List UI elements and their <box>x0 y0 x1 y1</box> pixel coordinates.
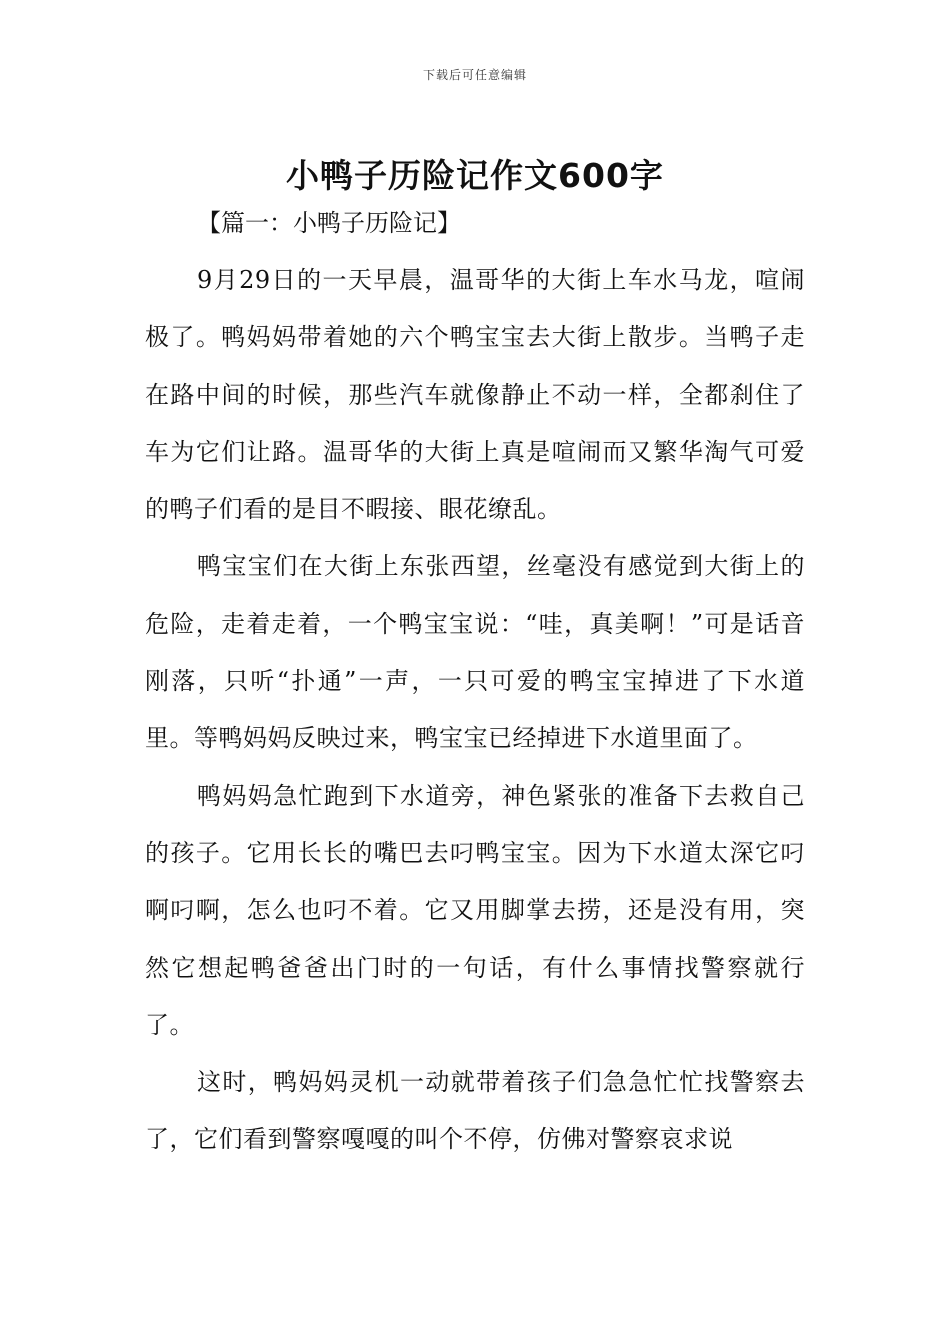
document-body <box>145 194 805 1169</box>
paragraph: 9月29日的一天早晨，温哥华的大街上车水马龙，喧闹极了。鸭妈妈带着她的六个鸭宝宝去大街上散步。当鸭子走在路中间的时候，那些汽车就像静止不动一样，全都刹住了车为它们让路。温哥华的大街上真是喧闹而又繁华淘气可爱的鸭子们看的是目不暇接、眼花缭乱。 <box>145 266 805 524</box>
paragraph: 鸭妈妈急忙跑到下水道旁，神色紧张的准备下去救自己的孩子。它用长长的嘴巴去叼鸭宝宝。因为下水道太深它叼啊叼啊，怎么也叼不着。它又用脚掌去捞，还是没有用，突然它想起鸭爸爸出门时的一句话，有什么事情找警察就行了。 <box>145 781 805 1039</box>
document-title: 小鸭子历险记作文600字 <box>286 156 664 196</box>
section-heading: 【篇一：小鸭子历险记】 <box>197 209 461 237</box>
header-note: 下载后可任意编辑 <box>422 68 527 82</box>
paragraph: 这时，鸭妈妈灵机一动就带着孩子们急急忙忙找警察去了，它们看到警察嘎嘎的叫个不停，仿佛对警察哀求说 <box>145 1068 805 1154</box>
paragraph: 鸭宝宝们在大街上东张西望，丝毫没有感觉到大街上的危险，走着走着，一个鸭宝宝说：“哇，真美啊！”可是话音刚落，只听“扑通”一声，一只可爱的鸭宝宝掉进了下水道里。等鸭妈妈反映过来，鸭宝宝已经掉进下水道里面了。 <box>145 552 805 753</box>
